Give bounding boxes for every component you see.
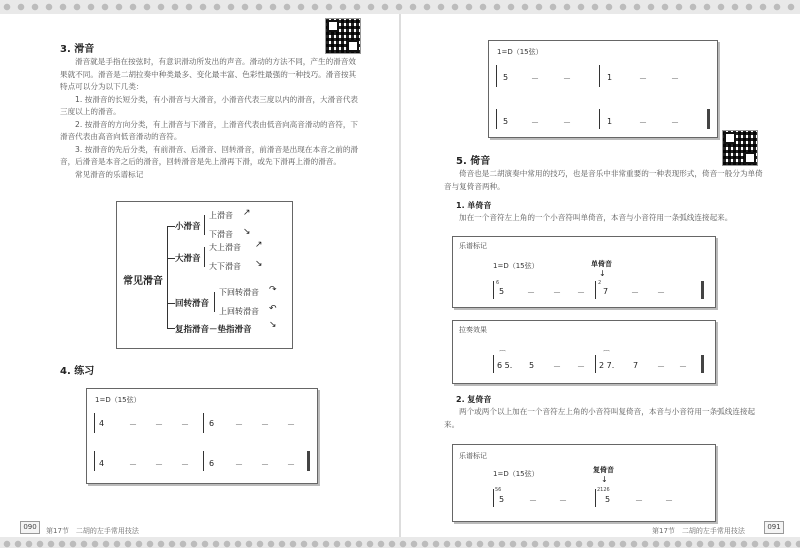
note-dash: － bbox=[181, 420, 189, 429]
note-dash: － bbox=[235, 420, 243, 429]
note-dash: － bbox=[531, 74, 539, 83]
note-dash: － bbox=[531, 118, 539, 127]
qr-code-icon-right[interactable] bbox=[722, 130, 758, 166]
note-dash: － bbox=[553, 362, 561, 371]
barline bbox=[203, 413, 204, 433]
barline bbox=[493, 355, 494, 373]
tree-compound-glide: 复指滑音－垫指滑音 bbox=[175, 325, 252, 335]
up-glide-icon: ↗ bbox=[243, 208, 251, 218]
note-dash: － bbox=[657, 288, 665, 297]
down-turn-glide-icon: ↷ bbox=[269, 285, 277, 295]
single-grace-notation-box bbox=[452, 236, 716, 308]
glide-para-5: 常见滑音的乐谱标记 bbox=[75, 169, 144, 179]
section-heading-glide: 3. 滑音 bbox=[60, 44, 95, 55]
note-dash: － bbox=[287, 420, 295, 429]
end-barline bbox=[701, 355, 704, 373]
qr-code-icon[interactable] bbox=[325, 18, 361, 54]
big-down-glide-icon: ↘ bbox=[255, 259, 263, 269]
grace-para: 倚音也是二胡演奏中常用的技巧，也是音乐中非常重要的一种表现形式，倚音一般分为单倚音与复倚音两种。 bbox=[444, 169, 763, 191]
grace-note: 56 bbox=[495, 487, 502, 493]
tree-root-line bbox=[167, 226, 168, 328]
note: 6 bbox=[209, 419, 215, 428]
note-dash: － bbox=[577, 288, 585, 297]
marker-arrow-icon: ↓ bbox=[601, 475, 608, 484]
tree-big-glide: 大滑音 bbox=[175, 254, 201, 264]
footer-chapter-left: 第17节 二胡的左手常用技法 bbox=[46, 527, 139, 535]
down-glide-icon: ↘ bbox=[243, 227, 251, 237]
note: 5 bbox=[499, 287, 505, 296]
up-turn-glide-icon: ↶ bbox=[269, 304, 277, 314]
slur-icon: ⌒ bbox=[499, 350, 506, 358]
grace-note: 6 bbox=[496, 280, 500, 286]
note-dash: － bbox=[155, 460, 163, 469]
single-grace-marker: 单倚音 bbox=[591, 260, 612, 268]
single-grace-para: 加在一个音符左上角的一个小音符叫单倚音，本音与小音符用一条弧线连接起来。 bbox=[459, 213, 733, 222]
note: 5 bbox=[503, 73, 509, 82]
marker-arrow-icon: ↓ bbox=[599, 269, 606, 278]
page-number-right: 091 bbox=[764, 521, 784, 534]
tree-big-down-glide: 大下滑音 bbox=[209, 262, 241, 271]
barline bbox=[599, 109, 600, 129]
tree-turn-glide: 回转滑音 bbox=[175, 299, 210, 309]
top-ornament-band bbox=[0, 0, 800, 14]
barline bbox=[94, 451, 95, 471]
notation-box-title: 乐谱标记 bbox=[459, 242, 487, 250]
compound-glide-icon: ↘ bbox=[269, 320, 277, 330]
grace-effect-box bbox=[452, 320, 716, 384]
barline bbox=[496, 65, 497, 87]
multi-box-title: 乐谱标记 bbox=[459, 452, 487, 460]
note-dash: － bbox=[635, 496, 643, 505]
right-top-score bbox=[488, 40, 718, 138]
note-dash: － bbox=[129, 460, 137, 469]
tree-up-glide: 上滑音 bbox=[209, 211, 233, 220]
note: 2 7. bbox=[599, 361, 615, 370]
note-dash: － bbox=[639, 118, 647, 127]
multi-grace-notation-box bbox=[452, 444, 716, 522]
bottom-ornament-band bbox=[0, 537, 800, 548]
glide-types-tree bbox=[116, 201, 293, 349]
barline bbox=[595, 489, 596, 507]
note: 1 bbox=[607, 117, 613, 126]
barline bbox=[496, 109, 497, 129]
note-dash: － bbox=[261, 460, 269, 469]
note-dash: － bbox=[287, 460, 295, 469]
grace-note: 2126 bbox=[597, 487, 610, 493]
section-heading-practice: 4. 练习 bbox=[60, 366, 95, 377]
barline bbox=[493, 489, 494, 507]
note: 4 bbox=[99, 459, 105, 468]
top-score-key: 1=D（15弦） bbox=[497, 48, 543, 56]
note-dash: － bbox=[553, 288, 561, 297]
glide-para-1: 滑音就是手指在按弦时，有意识滑动所发出的声音。滑动的方法不同，产生的滑音效果就不同。滑音是二胡拉奏中种类最多、变化最丰富、色彩性最强的一种技巧。滑音按其特点可以分为以下几类： bbox=[60, 57, 357, 91]
note-dash: － bbox=[577, 362, 585, 371]
sub-heading-multi-grace: 2. 复倚音 bbox=[456, 395, 492, 404]
multi-key: 1=D（15弦） bbox=[493, 470, 539, 478]
end-barline bbox=[707, 109, 710, 129]
tree-branch bbox=[204, 247, 205, 267]
note-dash: － bbox=[129, 420, 137, 429]
note-dash: － bbox=[671, 118, 679, 127]
practice-score bbox=[86, 388, 318, 484]
barline bbox=[94, 413, 95, 433]
grace-paragraph bbox=[444, 168, 770, 193]
notation-key: 1=D（15弦） bbox=[493, 262, 539, 270]
note: 5 bbox=[503, 117, 509, 126]
glide-para-4: 3. 按滑音的先后分类，有前滑音、后滑音、回转滑音，前滑音是出现在本音之前的滑音，后滑音是本音之后的滑音，回转滑音是先上滑再下滑，或先下滑再上滑的滑音。 bbox=[60, 144, 359, 166]
note-dash: － bbox=[527, 288, 535, 297]
note: 1 bbox=[607, 73, 613, 82]
note: 7 bbox=[633, 361, 639, 370]
slur-icon: ⌒ bbox=[603, 350, 610, 358]
effect-box-title: 拉奏效果 bbox=[459, 326, 487, 334]
glide-para-3: 2. 按滑音的方向分类，有上滑音与下滑音，上滑音代表由低音向高音滑动的音符，下滑音代表由高音向低音滑动的音符。 bbox=[60, 119, 359, 141]
tree-down-turn-glide: 下回转滑音 bbox=[219, 288, 259, 297]
note-dash: － bbox=[559, 496, 567, 505]
note-dash: － bbox=[657, 362, 665, 371]
note: 5 bbox=[529, 361, 535, 370]
tree-root: 常见滑音 bbox=[123, 276, 163, 287]
note-dash: － bbox=[639, 74, 647, 83]
note: 4 bbox=[99, 419, 105, 428]
note-dash: － bbox=[261, 420, 269, 429]
note: 6 5. bbox=[497, 361, 513, 370]
single-grace-paragraph bbox=[444, 212, 770, 225]
tree-branch bbox=[167, 328, 175, 329]
note: 7 bbox=[603, 287, 609, 296]
tree-branch bbox=[167, 303, 175, 304]
note-dash: － bbox=[665, 496, 673, 505]
note-dash: － bbox=[671, 74, 679, 83]
grace-note: 2 bbox=[598, 280, 602, 286]
note-dash: － bbox=[529, 496, 537, 505]
note-dash: － bbox=[563, 74, 571, 83]
multi-grace-para: 两个或两个以上加在一个音符左上角的小音符叫复倚音，本音与小音符用一条弧线连接起来。 bbox=[444, 407, 756, 429]
glide-para-2: 1. 按滑音的长短分类，有小滑音与大滑音，小滑音代表三度以内的滑音，大滑音代表三度以上的滑音。 bbox=[60, 94, 359, 116]
barline bbox=[595, 281, 596, 299]
note-dash: － bbox=[679, 362, 687, 371]
tree-branch bbox=[204, 215, 205, 235]
footer-chapter-right: 第17节 二胡的左手常用技法 bbox=[652, 527, 745, 535]
sub-heading-single-grace: 1. 单倚音 bbox=[456, 201, 492, 210]
multi-grace-paragraph bbox=[444, 406, 770, 431]
note-dash: － bbox=[181, 460, 189, 469]
end-barline bbox=[307, 451, 310, 471]
note-dash: － bbox=[235, 460, 243, 469]
big-up-glide-icon: ↗ bbox=[255, 240, 263, 250]
tree-big-up-glide: 大上滑音 bbox=[209, 243, 241, 252]
section-heading-grace: 5. 倚音 bbox=[456, 156, 491, 167]
note-dash: － bbox=[155, 420, 163, 429]
barline bbox=[599, 65, 600, 87]
note-dash: － bbox=[631, 288, 639, 297]
barline bbox=[493, 281, 494, 299]
page-number-left: 090 bbox=[20, 521, 40, 534]
note: 6 bbox=[209, 459, 215, 468]
note: 5 bbox=[605, 495, 611, 504]
tree-small-glide: 小滑音 bbox=[175, 222, 201, 232]
barline bbox=[595, 355, 596, 373]
tree-branch bbox=[167, 226, 175, 227]
practice-key: 1=D（15弦） bbox=[95, 396, 141, 404]
glide-paragraph bbox=[60, 56, 362, 181]
tree-down-glide: 下滑音 bbox=[209, 230, 233, 239]
note: 5 bbox=[499, 495, 505, 504]
tree-branch bbox=[214, 292, 215, 312]
page-gutter bbox=[399, 14, 401, 537]
note-dash: － bbox=[563, 118, 571, 127]
tree-up-turn-glide: 上回转滑音 bbox=[219, 307, 259, 316]
multi-grace-marker: 复倚音 bbox=[593, 466, 614, 474]
barline bbox=[203, 451, 204, 471]
end-barline bbox=[701, 281, 704, 299]
tree-branch bbox=[167, 258, 175, 259]
